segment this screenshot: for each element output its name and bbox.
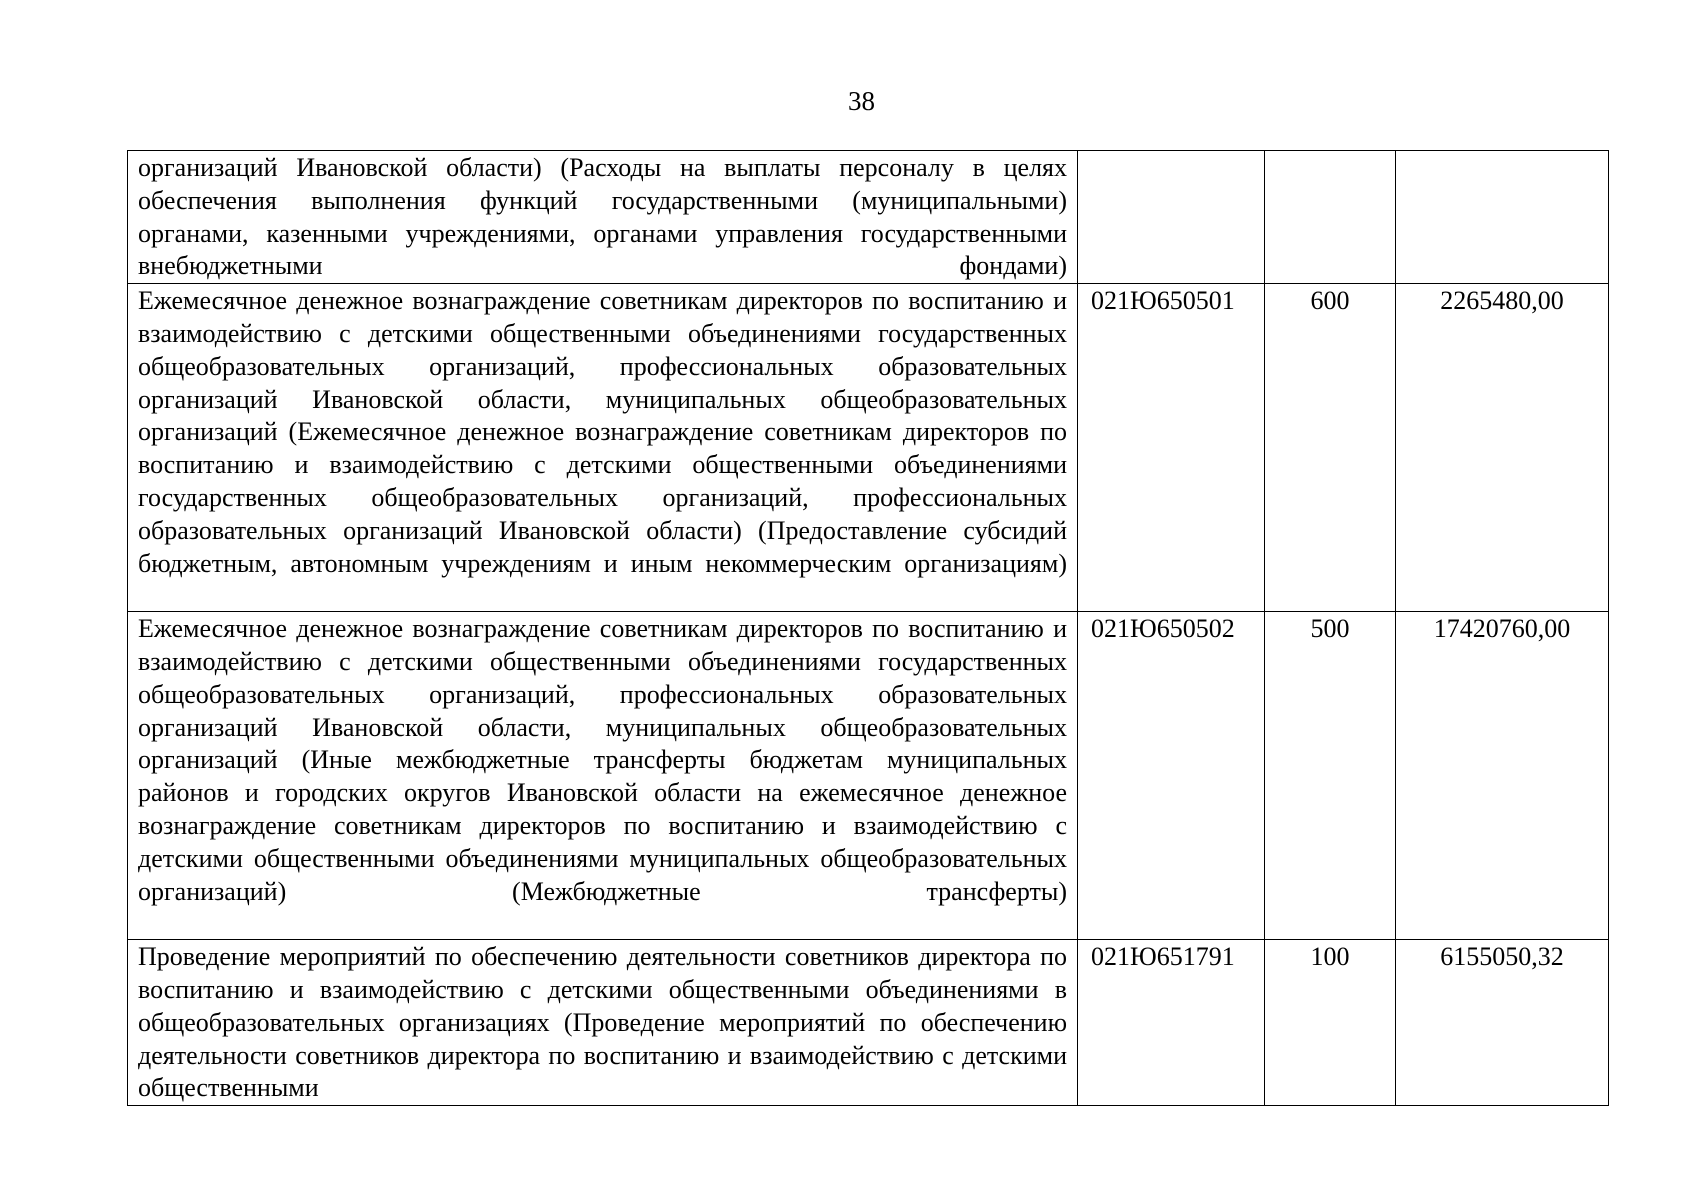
row-expense-type: 500: [1265, 612, 1396, 940]
row-code: 021Ю651791: [1078, 940, 1265, 1106]
row-code: 021Ю650502: [1078, 612, 1265, 940]
row-amount: 6155050,32: [1396, 940, 1609, 1106]
row-code: 021Ю650501: [1078, 284, 1265, 612]
row-description: Ежемесячное денежное вознаграждение советникам директоров по воспитанию и взаимодействию с детскими общественными объединениями государственных общеобразовательных организаций, профессиональных образовательных организаций Ивановской области, муниципальных общеобразовательных организаций (Иные межбюджетные трансферты бюджетам муниципальных районов и городских округов Ивановской области на ежемесячное денежное вознаграждение советникам директоров по воспитанию и взаимодействию с детскими общественными объединениями муниципальных общеобразовательных организаций) (Межбюджетные трансферты): [128, 612, 1078, 940]
table-row: [128, 940, 1609, 1106]
row-expense-type: 100: [1265, 940, 1396, 1106]
row-amount: 2265480,00: [1396, 284, 1609, 612]
row-amount: 17420760,00: [1396, 612, 1609, 940]
row-description: организаций Ивановской области) (Расходы на выплаты персоналу в целях обеспечения выполнения функций государственными (муниципальными) органами, казенными учреждениями, органами управления государственными внебюджетными фондами): [128, 151, 1078, 284]
table-row: [128, 284, 1609, 612]
row-expense-type: [1265, 151, 1396, 284]
row-description: Проведение мероприятий по обеспечению деятельности советников директора по воспитанию и взаимодействию с детскими общественными объединениями в общеобразовательных организациях (Проведение мероприятий по обеспечению деятельности советников директора по воспитанию и взаимодействию с детскими общественными: [128, 940, 1078, 1106]
row-expense-type: 600: [1265, 284, 1396, 612]
row-amount: [1396, 151, 1609, 284]
page-number: 38: [848, 86, 875, 116]
table-row: [128, 151, 1609, 284]
table-row: [128, 612, 1609, 940]
row-description: Ежемесячное денежное вознаграждение советникам директоров по воспитанию и взаимодействию с детскими общественными объединениями государственных общеобразовательных организаций, профессиональных образовательных организаций Ивановской области, муниципальных общеобразовательных организаций (Ежемесячное денежное вознаграждение советникам директоров по воспитанию и взаимодействию с детскими общественными объединениями государственных общеобразовательных организаций, профессиональных образовательных организаций Ивановской области) (Предоставление субсидий бюджетным, автономным учреждениям и иным некоммерческим организациям): [128, 284, 1078, 612]
row-code: [1078, 151, 1265, 284]
budget-table: [127, 150, 1609, 1106]
